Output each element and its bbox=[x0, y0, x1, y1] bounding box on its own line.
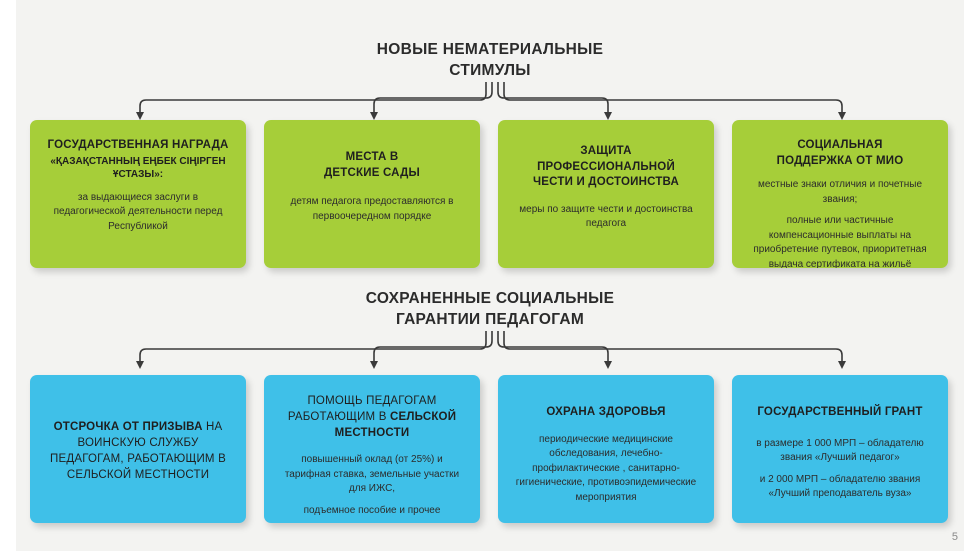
card-state-grant-body-2: и 2 000 МРП – обладателю звания «Лучший преподаватель вуза» bbox=[759, 473, 921, 500]
card-professional-honor-body: меры по защите чести и достоинства педагога bbox=[519, 203, 693, 230]
card-rural-teacher-support-body bbox=[278, 453, 466, 518]
card-state-grant-title: ГОСУДАРСТВЕННЫЙ ГРАНТ bbox=[757, 406, 923, 418]
card-professional-honor-title-line2: ПРОФЕССИОНАЛЬНОЙ bbox=[537, 160, 675, 173]
card-state-grant-body bbox=[746, 437, 934, 502]
card-kindergarten-places[interactable] bbox=[264, 120, 480, 268]
card-kindergarten-places-title-line1: МЕСТА В bbox=[345, 151, 399, 163]
page-number: 5 bbox=[951, 531, 958, 543]
card-state-grant-body-1: в размере 1 000 МРП – обладателю звания «Лучший педагог» bbox=[756, 437, 924, 464]
card-rural-teacher-support-body-2: подъемное пособие и прочее bbox=[303, 504, 441, 516]
card-professional-honor-title-line1: ЗАЩИТА bbox=[580, 145, 632, 157]
card-kindergarten-places-title-line2: ДЕТСКИЕ САДЫ bbox=[324, 166, 420, 179]
card-state-award-title: ГОСУДАРСТВЕННАЯ НАГРАДА bbox=[47, 139, 229, 151]
card-local-authority-support-title-line1: СОЦИАЛЬНАЯ bbox=[797, 139, 883, 151]
card-local-authority-support-body-1: местные знаки отличия и почетные звания; bbox=[758, 179, 922, 205]
section-title-incentives bbox=[0, 40, 980, 82]
card-military-draft-deferral-title bbox=[44, 419, 232, 483]
section-title-incentives-line2: СТИМУЛЫ bbox=[449, 61, 531, 79]
card-rural-teacher-support-title-plain: ПОМОЩЬ ПЕДАГОГАМ РАБОТАЮЩИМ В bbox=[287, 395, 437, 424]
slide-right-margin bbox=[964, 0, 980, 551]
card-military-draft-deferral-title-bold: ОТСРОЧКА ОТ ПРИЗЫВА bbox=[53, 421, 203, 433]
card-local-authority-support-body bbox=[746, 178, 934, 268]
card-health-protection[interactable] bbox=[498, 375, 714, 523]
card-military-draft-deferral[interactable] bbox=[30, 375, 246, 523]
section-title-incentives-line1: НОВЫЕ НЕМАТЕРИАЛЬНЫЕ bbox=[376, 41, 604, 58]
card-health-protection-body: периодические медицинские обследования, лечебно-профилактические , санитарно-гигиенические, противоэпидемические мероприятия bbox=[515, 433, 697, 503]
card-professional-honor[interactable] bbox=[498, 120, 714, 268]
card-local-authority-support[interactable] bbox=[732, 120, 948, 268]
card-state-award[interactable] bbox=[30, 120, 246, 268]
card-professional-honor-title-line3: ЧЕСТИ И ДОСТОИНСТВА bbox=[532, 176, 679, 189]
card-local-authority-support-body-2: полные или частичные компенсационные выплаты на приобретение путевок, приоритетная выдача сертификата на жильё bbox=[753, 215, 927, 268]
card-rural-teacher-support[interactable] bbox=[264, 375, 480, 523]
card-rural-teacher-support-title bbox=[278, 393, 466, 441]
section-title-guarantees-line2: ГАРАНТИИ ПЕДАГОГАМ bbox=[395, 310, 585, 328]
card-rural-teacher-support-title-bold: СЕЛЬСКОЙ МЕСТНОСТИ bbox=[334, 411, 457, 440]
card-state-award-body: за выдающиеся заслуги в педагогической деятельности перед Республикой bbox=[53, 191, 223, 232]
card-rural-teacher-support-body-1: повышенный оклад (от 25%) и тарифная ставка, земельные участки для ИЖС, bbox=[284, 454, 460, 495]
section-title-guarantees bbox=[0, 289, 980, 331]
card-kindergarten-places-body: детям педагога предоставляются в первоочередном порядке bbox=[290, 196, 454, 222]
card-state-award-subtitle: «ҚАЗАҚСТАННЫҢ ЕҢБЕК СІҢІРГЕН ҰСТАЗЫ»: bbox=[50, 155, 226, 181]
card-health-protection-title: ОХРАНА ЗДОРОВЬЯ bbox=[546, 406, 666, 418]
section-title-guarantees-line1: СОХРАНЕННЫЕ СОЦИАЛЬНЫЕ bbox=[365, 290, 615, 307]
card-state-grant[interactable] bbox=[732, 375, 948, 523]
slide-left-margin bbox=[0, 0, 16, 551]
card-military-draft-deferral-title-rest: НА ВОИНСКУЮ СЛУЖБУ ПЕДАГОГАМ, РАБОТАЮЩИМ В СЕЛЬСКОЙ МЕСТНОСТИ bbox=[50, 421, 226, 482]
card-local-authority-support-title-line2: ПОДДЕРЖКА ОТ МИО bbox=[776, 154, 904, 167]
